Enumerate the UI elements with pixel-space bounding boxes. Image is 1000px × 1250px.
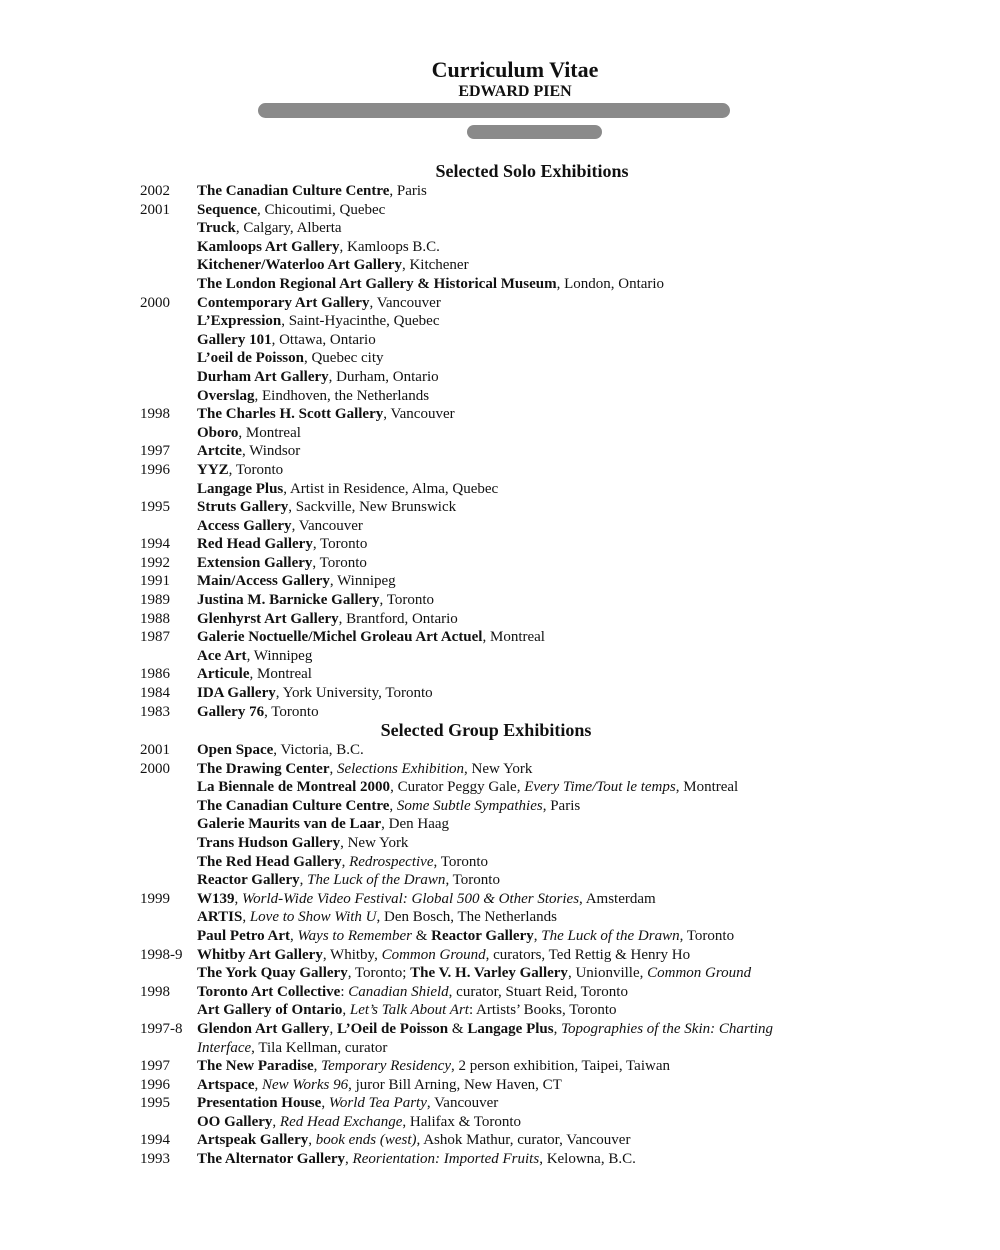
exhibition-info: , — [308, 1132, 316, 1149]
exhibition-info: , — [254, 1076, 262, 1093]
exhibition-info: , Ashok Mathur, curator, Vancouver — [416, 1132, 631, 1149]
exhibition-info: , — [313, 1058, 322, 1075]
venue-name: Whitby Art Gallery — [197, 946, 323, 963]
venue-name: The Drawing Center — [197, 760, 330, 777]
exhibition-year: 1989 — [140, 592, 170, 609]
venue-name: Red Head Gallery — [197, 536, 313, 553]
exhibition-year: 1999 — [140, 890, 170, 907]
venue-name: L’Expression — [197, 313, 282, 330]
exhibition-detail — [197, 665, 312, 684]
exhibition-info: , Toronto — [433, 853, 488, 870]
exhibition-year: 1996 — [140, 461, 170, 478]
exhibition-detail — [197, 853, 488, 872]
exhibition-info: , York University, Toronto — [275, 685, 433, 702]
exhibition-detail — [197, 1113, 521, 1132]
exhibition-detail — [197, 517, 363, 536]
exhibition-detail — [197, 480, 498, 499]
venue-name: YYZ — [197, 461, 229, 478]
exhibition-title: The Luck of the Drawn — [541, 927, 680, 944]
exhibition-detail — [197, 1057, 670, 1076]
exhibition-detail — [197, 834, 408, 853]
exhibition-title: Love to Show With U — [249, 909, 377, 926]
venue-name: Langage Plus — [467, 1020, 554, 1037]
exhibition-detail — [197, 964, 751, 983]
venue-name: The V. H. Varley Gallery — [410, 965, 568, 982]
exhibition-title: Ways to Remember — [297, 927, 412, 944]
group-exhibitions-heading: Selected Group Exhibitions — [380, 720, 592, 740]
exhibition-year: 1998 — [140, 406, 170, 423]
exhibition-info: , — [290, 927, 298, 944]
exhibition-info: , Chicoutimi, Quebec — [257, 201, 386, 218]
exhibition-detail — [197, 182, 427, 201]
exhibition-detail — [197, 890, 656, 909]
venue-name: Galerie Maurits van de Laar — [197, 816, 382, 833]
venue-name: Reactor Gallery — [197, 872, 300, 889]
venue-name: Glenhyrst Art Gallery — [197, 610, 339, 627]
exhibition-info: , Montreal — [675, 779, 739, 796]
exhibition-info: , juror Bill Arning, New Haven, CT — [348, 1076, 562, 1093]
exhibition-info: , Montreal — [238, 424, 301, 441]
venue-name: Artspace — [197, 1076, 255, 1093]
venue-name: Open Space — [197, 742, 274, 758]
exhibition-detail — [197, 1131, 630, 1150]
exhibition-year: 1987 — [140, 629, 170, 646]
exhibition-title: book ends (west) — [315, 1132, 417, 1149]
venue-name: The Charles H. Scott Gallery — [197, 406, 384, 423]
venue-name: Kamloops Art Gallery — [197, 238, 340, 255]
venue-name: The Canadian Culture Centre — [197, 797, 390, 814]
exhibition-info: , Toronto — [312, 554, 367, 571]
venue-name: L’oeil de Poisson — [197, 350, 304, 367]
exhibition-detail — [197, 498, 456, 517]
exhibition-info: , Paris — [389, 183, 427, 199]
exhibition-year: 2002 — [140, 183, 170, 199]
exhibition-year: 2000 — [140, 294, 170, 311]
venue-name: Galerie Noctuelle/Michel Groleau Art Actuel — [197, 629, 483, 646]
exhibition-detail — [197, 461, 283, 480]
exhibition-info: , — [299, 872, 308, 889]
venue-name: Artspeak Gallery — [197, 1132, 309, 1149]
venue-name: Glendon Art Gallery — [197, 1020, 330, 1037]
venue-name: IDA Gallery — [197, 685, 276, 702]
exhibition-year: 1998-9 — [140, 946, 183, 963]
exhibition-year: 1993 — [140, 1151, 170, 1168]
exhibition-title: Every Time/Tout le temps — [524, 779, 676, 796]
exhibition-detail — [197, 219, 342, 238]
exhibition-info: , Brantford, Ontario — [338, 610, 458, 627]
exhibition-info: , Artist in Residence, Alma, Quebec — [283, 480, 499, 497]
exhibition-title: Let’s Talk About Art — [349, 1002, 469, 1019]
exhibition-info: , — [533, 927, 542, 944]
exhibition-year: 1995 — [140, 1095, 170, 1112]
venue-name: Presentation House — [197, 1095, 322, 1112]
exhibition-info: , Amsterdam — [579, 890, 656, 907]
exhibition-info: , Vancouver — [291, 517, 363, 534]
exhibition-detail — [197, 1039, 387, 1058]
redacted-contact-bar-small — [467, 125, 602, 139]
exhibition-title: World-Wide Video Festival: Global 500 & Other Stories — [242, 890, 580, 907]
exhibition-info: , Den Bosch, The Netherlands — [376, 909, 558, 926]
venue-name: Gallery 101 — [197, 331, 272, 348]
exhibition-title: World Tea Party — [328, 1095, 427, 1112]
exhibition-title: Some Subtle Sympathies — [396, 797, 543, 814]
exhibition-info: , London, Ontario — [556, 275, 665, 292]
venue-name: The Alternator Gallery — [197, 1151, 346, 1168]
exhibition-info: , — [553, 1020, 562, 1037]
exhibition-info: , Windsor — [241, 443, 301, 460]
exhibition-year: 1994 — [140, 1132, 170, 1149]
exhibition-detail — [197, 778, 738, 797]
exhibition-info: , — [321, 1095, 329, 1112]
exhibition-info: , — [345, 1151, 353, 1168]
exhibition-detail — [197, 741, 364, 760]
venue-name: Access Gallery — [197, 517, 292, 534]
exhibition-year: 1997-8 — [140, 1020, 183, 1037]
exhibition-info: , Toronto — [679, 927, 735, 944]
exhibition-detail — [197, 349, 384, 368]
exhibition-title: The Luck of the Drawn — [307, 872, 446, 889]
exhibition-info: , Vancouver — [383, 406, 455, 423]
exhibition-info: , — [329, 1020, 337, 1037]
exhibition-detail — [197, 927, 734, 946]
exhibition-info: , Toronto — [379, 592, 435, 609]
venue-name: Durham Art Gallery — [197, 368, 329, 385]
exhibition-detail — [197, 405, 455, 424]
exhibition-detail — [197, 201, 385, 220]
venue-name: Oboro — [197, 424, 239, 441]
venue-name: Langage Plus — [197, 480, 284, 497]
exhibition-detail — [197, 983, 628, 1002]
exhibition-detail — [197, 387, 429, 406]
exhibition-detail — [197, 572, 396, 591]
exhibition-detail — [197, 256, 469, 275]
exhibition-info: , Unionville, — [567, 965, 648, 982]
exhibition-info: , — [234, 890, 242, 907]
exhibition-detail — [197, 331, 376, 350]
exhibition-detail — [197, 238, 440, 257]
venue-name: Artcite — [197, 443, 242, 460]
exhibition-info: , curators, Ted Rettig & Henry Ho — [485, 946, 691, 963]
exhibition-info: , Sackville, New Brunswick — [288, 499, 457, 516]
exhibition-info: , — [342, 1002, 350, 1019]
venue-name: Justina M. Barnicke Gallery — [197, 592, 380, 609]
solo-exhibitions-heading: Selected Solo Exhibitions — [435, 161, 629, 181]
exhibition-title: Interface — [197, 1039, 252, 1056]
exhibition-year: 1997 — [140, 443, 170, 460]
venue-name: Main/Access Gallery — [197, 573, 330, 590]
venue-name: Paul Petro Art — [197, 927, 291, 944]
exhibition-detail — [197, 703, 319, 722]
venue-name: W139 — [197, 890, 235, 907]
exhibition-year: 1997 — [140, 1058, 170, 1075]
exhibition-info: , Vancouver — [426, 1095, 499, 1112]
venue-name: Kitchener/Waterloo Art Gallery — [197, 257, 402, 274]
exhibition-detail — [197, 946, 690, 965]
exhibition-year: 1988 — [140, 610, 170, 627]
venue-name: Gallery 76 — [197, 703, 265, 720]
venue-name: Extension Gallery — [197, 554, 313, 571]
exhibition-info: : — [340, 983, 349, 1000]
venue-name: The New Paradise — [197, 1058, 314, 1075]
venue-name: La Biennale de Montreal 2000 — [197, 779, 391, 796]
exhibition-year: 1998 — [140, 983, 170, 1000]
exhibition-info: , — [389, 797, 397, 814]
exhibition-info: , Winnipeg — [246, 647, 313, 664]
exhibition-year: 1984 — [140, 685, 170, 702]
exhibition-info: , Montreal — [482, 629, 545, 646]
exhibition-info: , New York — [464, 760, 533, 777]
exhibition-year: 1991 — [140, 573, 170, 590]
exhibition-title: Topographies of the Skin: Charting — [561, 1020, 774, 1037]
venue-name: The York Quay Gallery — [197, 965, 348, 982]
exhibition-detail — [197, 442, 300, 461]
exhibition-title: Red Head Exchange — [279, 1113, 403, 1130]
exhibition-year: 1996 — [140, 1076, 170, 1093]
exhibition-detail — [197, 1094, 498, 1113]
exhibition-detail — [197, 368, 439, 387]
venue-name: Contemporary Art Gallery — [197, 294, 370, 311]
artist-name: EDWARD PIEN — [458, 83, 572, 100]
exhibition-detail — [197, 535, 367, 554]
exhibition-info: , Ottawa, Ontario — [271, 331, 376, 348]
exhibition-detail — [197, 684, 433, 703]
venue-name: Struts Gallery — [197, 499, 289, 516]
exhibition-info: , Toronto — [264, 703, 319, 720]
exhibition-info: , Whitby, — [322, 946, 382, 963]
exhibition-info: , Calgary, Alberta — [235, 220, 342, 237]
exhibition-year: 1994 — [140, 536, 170, 553]
exhibition-info: , Den Haag — [381, 816, 450, 833]
exhibition-detail — [197, 647, 312, 666]
exhibition-info: , Kelowna, B.C. — [539, 1151, 636, 1168]
venue-name: OO Gallery — [197, 1113, 273, 1130]
venue-name: Overslag — [197, 387, 255, 404]
exhibition-info: , Eindhoven, the Netherlands — [254, 387, 430, 404]
venue-name: Truck — [197, 220, 236, 237]
exhibition-info: , Curator Peggy Gale, — [390, 779, 525, 796]
venue-name: The Canadian Culture Centre — [197, 183, 390, 199]
venue-name: Articule — [197, 666, 250, 683]
venue-name: The London Regional Art Gallery & Historical Museum — [197, 275, 557, 292]
exhibition-info: , Paris — [542, 797, 581, 814]
exhibition-detail — [197, 908, 557, 927]
exhibition-detail — [197, 1076, 562, 1095]
exhibition-info: , Quebec city — [303, 350, 384, 367]
exhibition-detail — [197, 1150, 636, 1169]
venue-name: Reactor Gallery — [431, 927, 534, 944]
exhibition-info: , Kitchener — [401, 257, 469, 274]
venue-name: The Red Head Gallery — [197, 853, 342, 870]
exhibition-year: 2001 — [140, 201, 170, 218]
exhibition-info: , Halifax & Toronto — [402, 1113, 522, 1130]
venue-name: Toronto Art Collective — [197, 983, 341, 1000]
exhibition-year: 1995 — [140, 499, 170, 516]
exhibition-info: , Montreal — [249, 666, 312, 683]
exhibition-detail — [197, 797, 580, 816]
exhibition-title: New Works 96 — [261, 1076, 349, 1093]
exhibition-detail — [197, 275, 664, 294]
exhibition-detail — [197, 610, 458, 629]
exhibition-detail — [197, 628, 545, 647]
exhibition-year: 2001 — [140, 742, 170, 758]
exhibition-info: , — [341, 853, 350, 870]
exhibition-info: , Toronto — [228, 461, 284, 478]
exhibition-info: & — [411, 927, 432, 944]
exhibition-detail — [197, 312, 439, 331]
venue-name: Trans Hudson Gallery — [197, 834, 341, 851]
exhibition-title: Reorientation: Imported Fruits — [352, 1151, 540, 1168]
exhibition-info: , Toronto — [445, 872, 500, 889]
exhibition-info: , Winnipeg — [329, 573, 396, 590]
exhibition-info: , Saint-Hyacinthe, Quebec — [281, 313, 440, 330]
exhibition-info: , Tila Kellman, curator — [251, 1039, 388, 1056]
exhibition-info: , curator, Stuart Reid, Toronto — [448, 983, 628, 1000]
exhibition-year: 2000 — [140, 760, 170, 777]
exhibition-info: , New York — [340, 834, 409, 851]
exhibition-info: , Vancouver — [369, 294, 441, 311]
exhibition-info: , 2 person exhibition, Taipei, Taiwan — [451, 1058, 670, 1075]
exhibition-info: , Toronto; — [347, 965, 411, 982]
exhibition-title: Canadian Shield — [348, 983, 449, 1000]
exhibition-detail — [197, 554, 367, 573]
exhibition-year: 1992 — [140, 554, 170, 571]
exhibition-detail — [197, 871, 500, 890]
exhibition-detail — [197, 1001, 617, 1020]
exhibition-detail — [197, 760, 532, 779]
venue-name: Sequence — [197, 201, 257, 218]
exhibition-year: 1986 — [140, 666, 170, 683]
document-title: Curriculum Vitae — [431, 57, 599, 82]
exhibition-info: , — [329, 760, 337, 777]
venue-name: L’Oeil de Poisson — [337, 1020, 449, 1037]
redacted-contact-bar — [258, 103, 730, 118]
venue-name: Ace Art — [197, 647, 247, 664]
venue-name: ARTIS — [197, 909, 243, 926]
exhibition-info: , Kamloops B.C. — [339, 238, 440, 255]
exhibition-info: : Artists’ Books, Toronto — [468, 1002, 617, 1019]
exhibition-info: , — [272, 1113, 280, 1130]
exhibition-detail — [197, 424, 301, 443]
exhibition-title: Common Ground — [647, 965, 752, 982]
exhibition-info: & — [448, 1020, 468, 1037]
exhibition-detail — [197, 591, 434, 610]
exhibition-info: , Victoria, B.C. — [273, 742, 364, 758]
exhibition-detail — [197, 815, 449, 834]
exhibition-year: 1983 — [140, 703, 170, 720]
exhibition-title: Selections Exhibition — [336, 760, 465, 777]
exhibition-title: Common Ground — [381, 946, 486, 963]
exhibition-title: Redrospective — [349, 853, 434, 870]
exhibition-detail — [197, 1020, 773, 1039]
exhibition-info: , Durham, Ontario — [328, 368, 439, 385]
exhibition-info: , Toronto — [312, 536, 368, 553]
venue-name: Art Gallery of Ontario — [197, 1002, 343, 1019]
exhibition-detail — [197, 294, 441, 313]
exhibition-info: , — [242, 909, 250, 926]
exhibition-title: Temporary Residency — [321, 1058, 451, 1075]
